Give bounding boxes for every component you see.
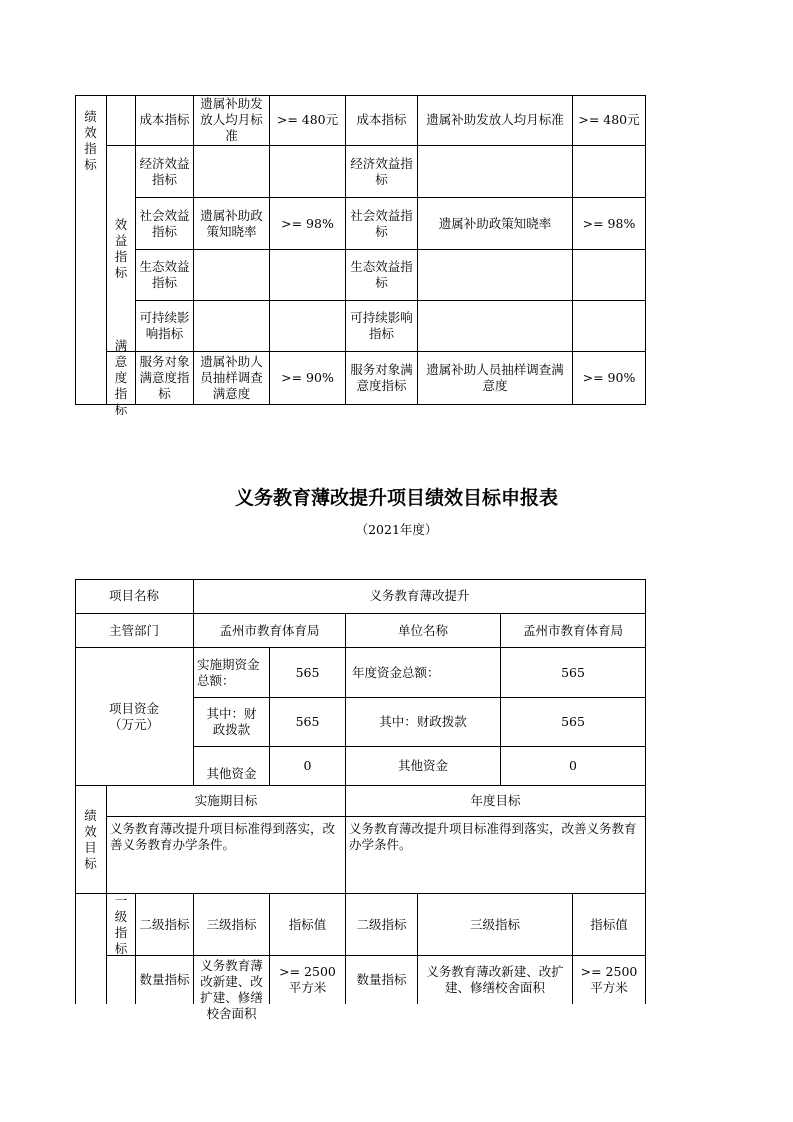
fiscal-value: 565: [270, 698, 346, 747]
hdr-level3: 三级指标: [194, 894, 270, 956]
qty-desc-b: 义务教育薄改新建、改扩建、修缮校舍面积: [418, 956, 573, 1004]
eco-value: [270, 250, 346, 301]
cost-blank-l2: [107, 95, 136, 146]
cost-desc: 遗属补助发放人均月标准: [194, 95, 270, 146]
satisfaction-desc: 遗属补助人员抽样调查满意度: [194, 352, 270, 405]
project-name-value: 义务教育薄改提升: [194, 579, 646, 614]
satisfaction-l2b: 服务对象满意度指标: [346, 352, 418, 405]
social-desc-b: 遗属补助政策知晓率: [418, 198, 573, 250]
eco-l3: 生态效益指标: [136, 250, 194, 301]
cost-l3: 成本指标: [136, 95, 194, 146]
economic-desc-b: [418, 146, 573, 198]
total-year-label: 年度资金总额：: [346, 648, 501, 698]
total-period-value: 565: [270, 648, 346, 698]
social-l3: 社会效益指标: [136, 198, 194, 250]
benefit-indicator-label: 效益指标: [107, 146, 136, 352]
eco-value-b: [573, 250, 646, 301]
form-title: 义务教育薄改提升项目绩效目标申报表: [234, 487, 558, 509]
total-year-value: 565: [501, 648, 646, 698]
hdr-value: 指标值: [270, 894, 346, 956]
unit-label: 单位名称: [346, 614, 501, 648]
hdr-level2-b: 二级指标: [346, 894, 418, 956]
qty-value: >= 2500平方米: [270, 956, 346, 1004]
perf-goal-label: 绩效目标: [75, 786, 107, 894]
sustain-desc-b: [418, 301, 573, 352]
period-goal-text: 义务教育薄改提升项目标准得到落实，改善义务教育办学条件。: [107, 817, 346, 894]
total-period-label: 实施期资金总额：: [194, 648, 270, 698]
satisfaction-desc-b: 遗属补助人员抽样调查满意度: [418, 352, 573, 405]
economic-l2b: 经济效益指标: [346, 146, 418, 198]
fiscal-label: 其中：财政拨款: [194, 698, 270, 747]
cost-desc-b: 遗属补助发放人均月标准: [418, 95, 573, 146]
unit-value: 孟州市教育体育局: [501, 614, 646, 648]
qty-desc: 义务教育薄改新建、改扩建、修缮校舍面积: [194, 956, 270, 1004]
dept-value: 孟州市教育体育局: [194, 614, 346, 648]
hdr-level3-b: 三级指标: [418, 894, 573, 956]
fiscal-value-b: 565: [501, 698, 646, 747]
year-goal-header: 年度目标: [346, 786, 646, 817]
economic-value: [270, 146, 346, 198]
other-label: 其他资金: [194, 747, 270, 786]
cost-l2b: 成本指标: [346, 95, 418, 146]
eco-l2b: 生态效益指标: [346, 250, 418, 301]
other-label-b: 其他资金: [346, 747, 501, 786]
form-subtitle-year: （2021年度）: [355, 522, 438, 537]
period-goal-header: 实施期目标: [107, 786, 346, 817]
economic-l3: 经济效益指标: [136, 146, 194, 198]
level1-performance-indicator: 绩效指标: [75, 95, 107, 405]
social-desc: 遗属补助政策知晓率: [194, 198, 270, 250]
economic-value-b: [573, 146, 646, 198]
sustain-l3: 可持续影响指标: [136, 301, 194, 352]
hdr-value-b: 指标值: [573, 894, 646, 956]
hdr-level2: 二级指标: [136, 894, 194, 956]
sustain-desc: [194, 301, 270, 352]
eco-desc-b: [418, 250, 573, 301]
cost-value-b: >= 480元: [573, 95, 646, 146]
cost-value: >= 480元: [270, 95, 346, 146]
perf-indicator-level1-col: [75, 894, 107, 1004]
satisfaction-value-b: >= 90%: [573, 352, 646, 405]
hdr-level1: 一级指标: [107, 894, 136, 956]
dept-label: 主管部门: [75, 614, 194, 648]
sustain-value-b: [573, 301, 646, 352]
satisfaction-l2: 满意度指标: [107, 352, 136, 405]
other-value: 0: [270, 747, 346, 786]
qty-l2b: 数量指标: [346, 956, 418, 1004]
other-value-b: 0: [501, 747, 646, 786]
project-name-label: 项目名称: [75, 579, 194, 614]
qty-value-b: >= 2500平方米: [573, 956, 646, 1004]
qty-blank-l1: [107, 956, 136, 1004]
satisfaction-value: >= 90%: [270, 352, 346, 405]
eco-desc: [194, 250, 270, 301]
satisfaction-l3: 服务对象满意度指标: [136, 352, 194, 405]
social-l2b: 社会效益指标: [346, 198, 418, 250]
year-goal-text: 义务教育薄改提升项目标准得到落实，改善义务教育办学条件。: [346, 817, 646, 894]
qty-l2: 数量指标: [136, 956, 194, 1004]
economic-desc: [194, 146, 270, 198]
sustain-l2b: 可持续影响指标: [346, 301, 418, 352]
social-value-b: >= 98%: [573, 198, 646, 250]
funds-label: 项目资金（万元）: [75, 648, 194, 786]
sustain-value: [270, 301, 346, 352]
fiscal-label-b: 其中：财政拨款: [346, 698, 501, 747]
social-value: >= 98%: [270, 198, 346, 250]
